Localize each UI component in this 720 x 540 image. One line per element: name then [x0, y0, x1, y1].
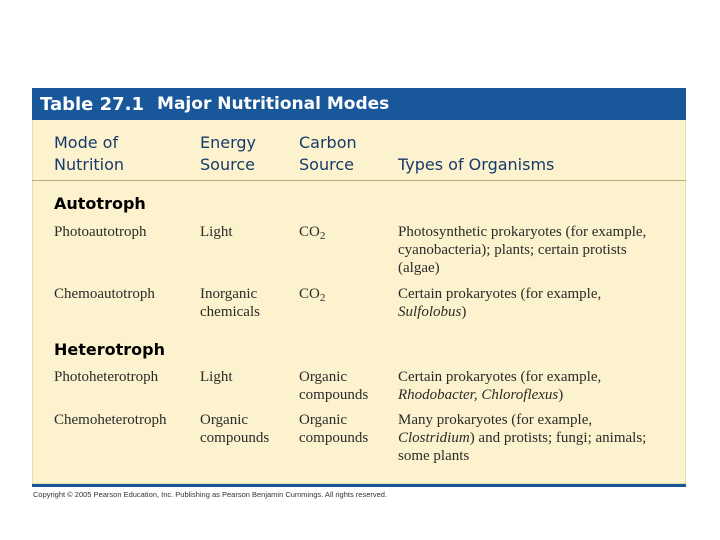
header-mode-of-nutrition: Mode of Nutrition: [54, 133, 125, 174]
row-photoautotroph-carbon: [299, 223, 325, 245]
row-photoautotroph-types: [398, 223, 646, 277]
row-photoheterotroph-types: [398, 368, 601, 404]
types-line: Photosynthetic prokaryotes (for example,: [398, 224, 647, 240]
types-italic: Sulfolobus: [398, 304, 462, 320]
types-line: cyanobacteria); plants; certain protists: [398, 242, 627, 258]
carbon-line: compounds: [299, 430, 369, 446]
row-chemoautotroph-mode: Chemoautotroph: [54, 286, 155, 302]
table-title: Major Nutritional Modes: [157, 94, 390, 114]
row-photoheterotroph-mode: Photoheterotroph: [54, 369, 159, 385]
nutritional-modes-table: [32, 88, 686, 484]
row-photoheterotroph-carbon: [299, 368, 368, 404]
table-number: Table 27.1: [40, 93, 145, 115]
energy-line: chemicals: [200, 304, 260, 320]
row-chemoautotroph-types: [398, 285, 601, 321]
table-bottom-rule: [32, 484, 686, 487]
co2-base: CO: [299, 224, 320, 240]
energy-line: Organic: [200, 412, 249, 428]
types-tail: ): [558, 387, 564, 403]
header-types-of-organisms: Types of Organisms: [398, 155, 555, 174]
energy-line: Inorganic: [200, 286, 258, 302]
row-chemoheterotroph-types: [398, 411, 646, 465]
row-chemoheterotroph-carbon: [299, 411, 368, 447]
copyright-notice: Copyright © 2005 Pearson Education, Inc. Publishing as Pearson Benjamin Cummings. All rights reserved.: [33, 490, 388, 499]
types-line: [398, 429, 646, 447]
row-chemoheterotroph-mode: Chemoheterotroph: [54, 412, 167, 428]
carbon-line: compounds: [299, 387, 369, 403]
co2-subscript: 2: [319, 292, 326, 304]
section-heterotroph: Heterotroph: [54, 340, 165, 359]
table-title-bar: [32, 88, 686, 120]
row-chemoautotroph-carbon: [299, 285, 325, 307]
row-photoheterotroph-energy: Light: [200, 369, 233, 385]
row-chemoautotroph-energy: [200, 285, 260, 321]
types-italic: Clostridium: [398, 430, 470, 446]
co2-base: CO: [299, 286, 320, 302]
row-photoautotroph-mode: Photoautotroph: [54, 224, 147, 240]
header-divider: [32, 180, 686, 181]
section-autotroph: Autotroph: [54, 194, 146, 213]
carbon-line: Organic: [299, 369, 348, 385]
header-carbon-source: Carbon Source: [299, 133, 357, 174]
energy-line: compounds: [200, 430, 270, 446]
carbon-line: Organic: [299, 412, 348, 428]
types-line: Certain prokaryotes (for example,: [398, 286, 602, 302]
types-italic: Rhodobacter, Chloroflexus: [398, 387, 559, 403]
header-energy-source: Energy Source: [200, 133, 257, 174]
types-tail: ): [461, 304, 467, 320]
types-line: Certain prokaryotes (for example,: [398, 369, 602, 385]
row-chemoheterotroph-energy: [200, 411, 269, 447]
co2-subscript: 2: [319, 230, 326, 242]
types-tail: ) and protists; fungi; animals;: [469, 430, 647, 446]
types-line: [398, 303, 601, 321]
types-line: Many prokaryotes (for example,: [398, 412, 593, 428]
types-line: (algae): [398, 260, 440, 276]
row-photoautotroph-energy: Light: [200, 224, 233, 240]
types-line: some plants: [398, 448, 470, 464]
types-line: [398, 386, 601, 404]
